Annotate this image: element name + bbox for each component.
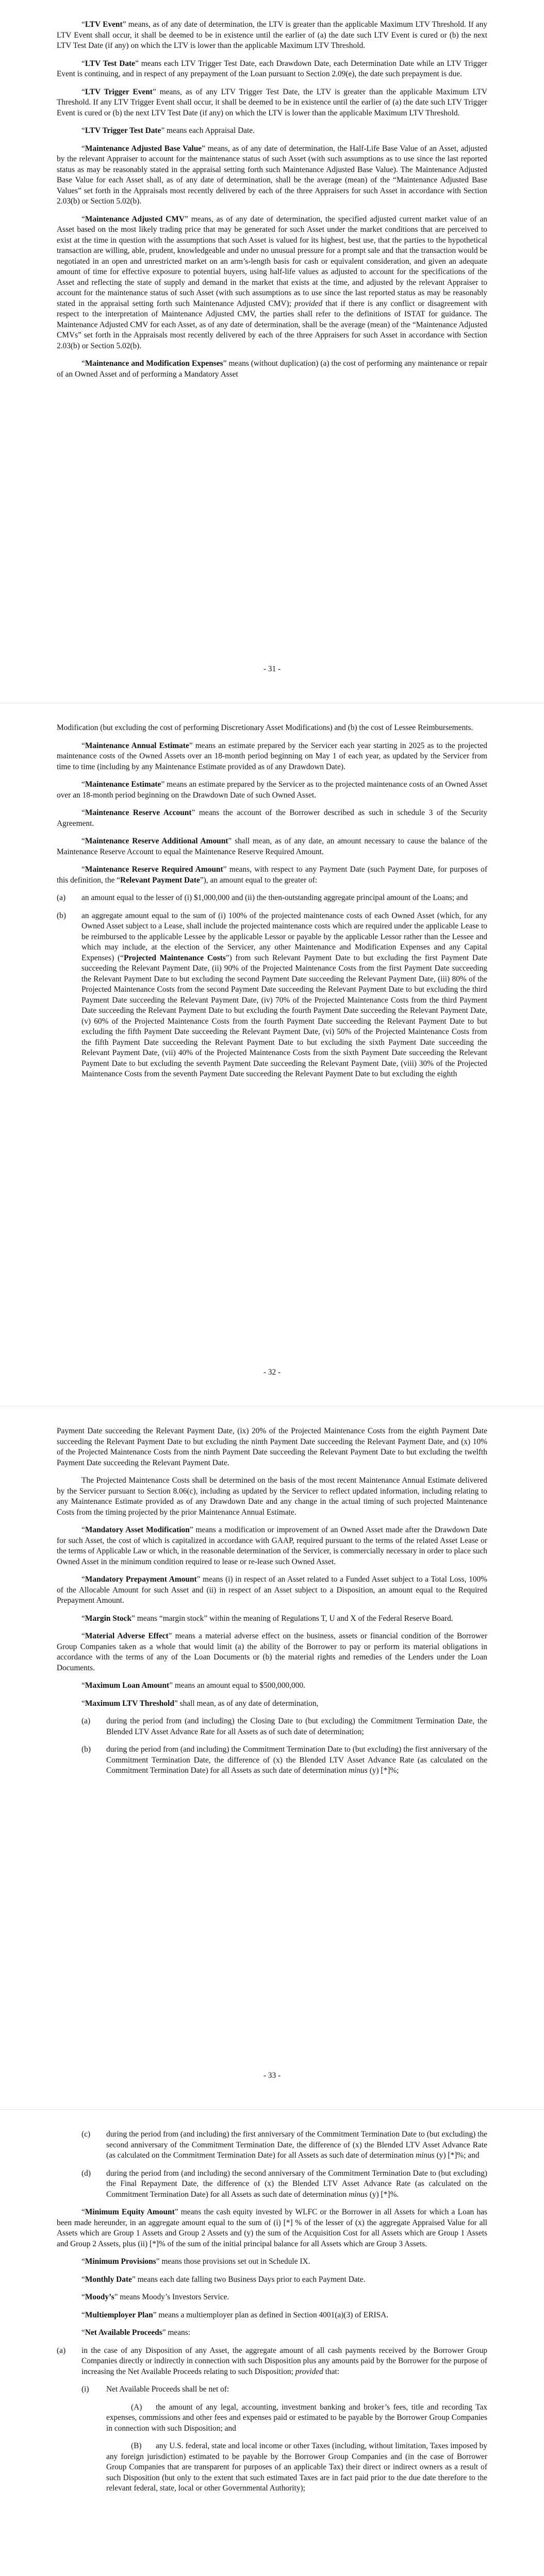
definition-text: ” means an amount equal to $500,000,000. xyxy=(169,1681,305,1690)
definition-moodys: “Moody’s” means Moody’s Investors Service. xyxy=(81,2293,229,2301)
italic-word: minus xyxy=(416,2151,435,2160)
definition-maintenance-adjusted-cmv: “Maintenance Adjusted CMV” means, as of any date of determination, the specified adjusted current market value of an Asset based on the most likely trading price that may be generated for such Asset under the market conditions that are perceived to exist at the time in question with the assumptions that such Asset is valued for its highest, best use, that the parties to the hypothetical transaction are willing, able, prudent, knowledgeable and under no unusual pressure for a prompt sale and that the transaction would be negotiated in an open and unrestricted market on an arm’s-length basis for cash or equivalent consideration, and given an adequate amount of time for effective exposure to potential buyers, using half-life values as adjusted to account for the specifications of the Asset and reflecting the state of supply and demand in the market that exists at the time, and adjusted by the relevant Appraiser to account for the maintenance status of such Asset (with such assumptions as to use since the last reported status as may be reasonably stated in the appraisal setting forth such Maintenance Adjusted CMV); provided that if there is any conflict or disagreement with respect to the interpretation of Maintenance Adjusted CMV, the parties shall refer to the definitions of ISTAT for guidance. The Maintenance Adjusted CMV for each Asset, as of any date of determination, shall be the average (mean) of the “Maintenance Adjusted CMVs” set forth in the Appraisals most recently delivered by each of the three Appraisers for such Asset in accordance with Section 2.03(b) or Section 5.02(b). xyxy=(57,214,487,350)
defined-term: Maintenance Reserve Account xyxy=(85,808,192,817)
definition-text: ” means, as of any LTV Trigger Test Date, the LTV is greater than the applicable Maximum LTV Threshold. If any LTV Trigger Event shall occur, it shall be deemed to be in existence until the earlier of (a) the date such LTV Trigger Event is cured or (b) the next LTV Test Date (if any) on which the LTV is lower than the applicable Maximum LTV Threshold. xyxy=(57,87,487,117)
definition-maintenance-adjusted-base-value: “Maintenance Adjusted Base Value” means, as of any date of determination, the Half-Life Base Value of an Asset, adjusted by the relevant Appraiser to account for the maintenance status of such Asset (with such assumptions as to use since the last reported status as may be reasonably stated in the appraisal setting forth such Maintenance Adjusted Base Value). The Maintenance Adjusted Base Value for each Asset shall, as of any date of determination, shall be the average (mean) of the “Maintenance Adjusted Base Values” set forth in the Appraisals most recently delivered by each of the three Appraisers for such Asset in accordance with Section 2.03(b) or Section 5.02(b). xyxy=(57,144,487,206)
defined-term: LTV Trigger Event xyxy=(85,87,153,96)
definition-text: ” means, with respect to any Payment Date (such Payment Date, for purposes of this definition, the “ xyxy=(57,865,487,885)
clause-text: in the case of any Disposition of any Asset, the aggregate amount of all cash payments received by the Borrower Group Companies directly or indirectly in connection with such Disposition plus any amounts paid by the Borrower for the purpose of increasing the Net Available Proceeds relating to such Disposition; xyxy=(81,2346,487,2376)
continuation-text: Payment Date succeeding the Relevant Payment Date, (ix) 20% of the Projected Maintenance Costs from the eighth Payment Date succeeding the Relevant Payment Date to but excluding the ninth Payment Date succeeding the Relevant Payment Date, and (x) 10% of the Projected Maintenance Costs from the ninth Payment Date succeeding the Relevant Payment Date to but excluding the twelfth Payment Date succeeding the Relevant Payment Date. xyxy=(57,1427,487,1467)
page-32 xyxy=(0,703,544,1406)
clause-text: the amount of any legal, accounting, investment banking and broker’s fees, title and recording Tax expenses, commissions and other fees and expenses paid or estimated to be payable by the Borrower Group Companies in connection with such Disposition; and xyxy=(106,2402,487,2433)
defined-term: Projected Maintenance Costs xyxy=(123,953,226,962)
definition-margin-stock: “Margin Stock” means “margin stock” within the meaning of Regulations T, U and X of the Federal Reserve Board. xyxy=(81,1614,453,1623)
defined-term: Margin Stock xyxy=(85,1614,132,1623)
italic-word: provided xyxy=(295,2367,323,2376)
clause-label: (a) xyxy=(57,893,66,902)
clause-i xyxy=(81,2384,487,2395)
clause-text: (y) [*]%; and xyxy=(434,2151,480,2160)
page-33 xyxy=(0,1406,544,2110)
clause-c xyxy=(81,2129,487,2161)
definition-text: ”), an amount equal to the greater of: xyxy=(200,875,318,885)
continuation-text: Modification (but excluding the cost of performing Discretionary Asset Modifications) and (b) the cost of Lessee Reimbursements. xyxy=(57,723,473,732)
clause-label: (B) xyxy=(131,2442,142,2450)
projected-costs-paragraph: The Projected Maintenance Costs shall be determined on the basis of the most recent Maintenance Annual Estimate delivered by the Servicer pursuant to Section 8.06(c), including as updated by the Servicer to reflect updated information, including relating to any Maintenance Estimate provided as of any Drawdown Date and any change in the actual timing of such projected Maintenance Costs from the timing projected by the prior Maintenance Annual Estimate. xyxy=(57,1476,487,1517)
definition-maintenance-reserve-required-amount: “Maintenance Reserve Required Amount” means, with respect to any Payment Date (such Payment Date, for purposes of this definition, the “Relevant Payment Date”), an amount equal to the greater of: xyxy=(57,865,487,885)
clause-B xyxy=(106,2441,487,2494)
definition-maintenance-and-modification-expenses: “Maintenance and Modification Expenses” means (without duplication) (a) the cost of performing any maintenance or repair of an Owned Asset and of performing a Mandatory Asset xyxy=(57,359,487,379)
definition-mandatory-prepayment-amount: “Mandatory Prepayment Amount” means (i) in respect of an Asset related to a Funded Asset subject to a Total Loss, 100% of the Allocable Amount for such Asset and (ii) in respect of an Asset subject to a Disposition, an amount equal to the Required Prepayment Amount. xyxy=(57,1575,487,1605)
definition-text: ” means the cash equity invested by WLFC or the Borrower in all Assets for which a Loan has been made hereunder, in an aggregate amount equal to the sum of (i) [*] % of the lesser of (x) the aggregate Appraised Value for all Assets which are Group 1 Assets and Group 2 Assets and (y) the sum of the Acquisition Cost for all Assets which are Group 1 Assets and Group 2 Assets, plus (ii) [*]% of the sum of the initial principal balance for all Assets which are Group 3 Assets. xyxy=(57,2208,487,2248)
definition-text: ” means each LTV Trigger Test Date, each Drawdown Date, each Determination Date while an LTV Trigger Event is continuing, and in respect of any prepayment of the Loan pursuant to Section 2.09(e), the date such prepayment is due. xyxy=(57,59,487,78)
definition-ltv-trigger-test-date: “LTV Trigger Test Date” means each Appraisal Date. xyxy=(81,126,255,135)
defined-term: Minimum Equity Amount xyxy=(85,2208,175,2216)
definition-text: ” means (without duplication) (a) the cost of performing any maintenance or repair of an Owned Asset and of performing a Mandatory Asset xyxy=(57,359,487,379)
clause-label: (d) xyxy=(81,2168,91,2178)
clause-a xyxy=(81,1716,487,1737)
definition-text: ” means a multiemployer plan as defined in Section 4001(a)(3) of ERISA. xyxy=(153,2310,389,2319)
definition-text: ” shall mean, as of any date, an amount necessary to cause the balance of the Maintenance Reserve Account to equal the Maintenance Reserve Required Amount. xyxy=(57,837,487,856)
definition-net-available-proceeds: “Net Available Proceeds” means: xyxy=(81,2328,191,2337)
clause-label: (b) xyxy=(81,1745,91,1754)
definition-text: ” shall mean, as of any date of determination, xyxy=(174,1699,319,1708)
italic-word: minus xyxy=(349,2190,368,2199)
definition-material-adverse-effect: “Material Adverse Effect” means a material adverse effect on the business, assets or financial condition of the Borrower Group Companies taken as a whole that would limit (a) the ability of the Borrower to pay or perform its material obligations in accordance with the terms of any of the Loan Documents or (b) the material rights and remedies of the Lenders under the Loan Documents. xyxy=(57,1632,487,1672)
clause-b xyxy=(57,911,487,1080)
defined-term: Maintenance and Modification Expenses xyxy=(85,359,223,368)
definition-text: ” means, as of any date of determination, the LTV is greater than the applicable Maximum LTV Threshold. If any LTV Event shall occur, it shall be deemed to be in existence until the earlier of (a) the date such LTV Event is cured or (b) the next LTV Test Date (if any) on which the LTV is lower than the applicable Maximum LTV Threshold. xyxy=(57,20,488,50)
definition-maintenance-annual-estimate: “Maintenance Annual Estimate” means an estimate prepared by the Servicer each year starting in 2025 as to the projected maintenance costs of the Owned Assets over an 18-month period beginning on May 1 of each year, as updated by the Servicer from time to time (including by any Maintenance Estimate provided as of any Drawdown Date). xyxy=(57,741,487,771)
defined-term: Material Adverse Effect xyxy=(85,1632,169,1640)
definition-text: ” means the account of the Borrower described as such in schedule 3 of the Security Agreement. xyxy=(57,808,487,828)
defined-term: Minimum Provisions xyxy=(85,2257,156,2266)
definition-text: ” means, as of any date of determination, the specified adjusted current market value of an Asset based on the most likely trading price that may be generated for such Asset under the market conditions that are perceived to exist at the time in question with the assumptions that such Asset is valued for its highest, best use, that the parties to the hypothetical transaction are willing, able, prudent, knowledgeable and under no unusual pressure for a prompt sale and that the transaction would be negotiated in an open and unrestricted market on an arm’s-length basis for cash or equivalent consideration, and given an adequate amount of time for effective exposure to potential buyers, using half-life values as adjusted to account for the specifications of the Asset and reflecting the state of supply and demand in the market that exists at the time, and adjusted by the relevant Appraiser to account for the maintenance status of such Asset (with such assumptions as to use since the last reported status as may be reasonably stated in the appraisal setting forth such Maintenance Adjusted CMV); xyxy=(57,214,487,308)
page-number: - 31 - xyxy=(263,665,281,673)
defined-term: Net Available Proceeds xyxy=(85,2328,162,2337)
page-number: - 33 - xyxy=(263,2071,281,2080)
definition-minimum-provisions: “Minimum Provisions” means those provisions set out in Schedule IX. xyxy=(81,2257,310,2266)
defined-term: Multiemployer Plan xyxy=(85,2310,153,2319)
definition-maximum-ltv-threshold: “Maximum LTV Threshold” shall mean, as of any date of determination, xyxy=(81,1699,319,1708)
page-number: - 32 - xyxy=(263,1368,281,1377)
clause-a xyxy=(57,893,487,904)
definition-maintenance-reserve-account: “Maintenance Reserve Account” means the account of the Borrower described as such in schedule 3 of the Security Agreement. xyxy=(57,808,487,828)
page-31 xyxy=(0,0,544,703)
definition-text: ” means those provisions set out in Schedule IX. xyxy=(156,2257,310,2266)
clause-text: during the period from (and including) the Commitment Termination Date to (but excluding) the first anniversary of the Commitment Termination Date, the difference of (x) the Blended LTV Asset Advance Rate (as calculated on the Commitment Termination Date) for all Assets as such date of determination xyxy=(106,1745,487,1775)
definition-multiemployer-plan: “Multiemployer Plan” means a multiemployer plan as defined in Section 4001(a)(3) of ERISA. xyxy=(81,2310,389,2319)
italic-word: minus xyxy=(349,1766,368,1775)
clause-text: (y) [*]%. xyxy=(367,2190,399,2199)
definition-maintenance-estimate: “Maintenance Estimate” means an estimate prepared by the Servicer as to the projected maintenance costs of an Owned Asset over an 18-month period beginning on the Drawdown Date of such Owned Asset. xyxy=(57,780,488,800)
definition-text: ” means, as of any date of determination, the Half-Life Base Value of an Asset, adjusted by the relevant Appraiser to account for the maintenance status of such Asset (with such assumptions as to use since the last reported status as may be reasonably stated in the appraisal setting forth such Maintenance Adjusted Base Value). The Maintenance Adjusted Base Value for each Asset shall, as of any date of determination, shall be the average (mean) of the “Maintenance Adjusted Base Values” set forth in the Appraisals most recently delivered by each of the three Appraisers for such Asset in accordance with Section 2.03(b) or Section 5.02(b). xyxy=(57,144,487,206)
clause-a xyxy=(57,2346,487,2378)
definition-mandatory-asset-modification: “Mandatory Asset Modification” means a modification or improvement of an Owned Asset made after the Drawdown Date for such Asset, the cost of which is capitalized in accordance with GAAP, required pursuant to the terms of the related Asset Lease or the terms of Applicable Law or which, in the reasonable determination of the Servicer, is commercially necessary in order to place such Owned Asset in the minimum condition required to lease or re-lease such Owned Asset. xyxy=(57,1526,487,1566)
definition-text: ” means (i) in respect of an Asset related to a Funded Asset subject to a Total Loss, 100% of the Allocable Amount for such Asset and (ii) in respect of an Asset subject to a Disposition, an amount equal to the Required Prepayment Amount. xyxy=(57,1575,487,1605)
definition-text: ” means each Appraisal Date. xyxy=(161,126,255,135)
definition-ltv-trigger-event: “LTV Trigger Event” means, as of any LTV Trigger Test Date, the LTV is greater than the applicable Maximum LTV Threshold. If any LTV Trigger Event shall occur, it shall be deemed to be in existence until the earlier of (a) the date such LTV Trigger Event is cured or (b) the next LTV Test Date (if any) on which the LTV is lower than the applicable Maximum LTV Threshold. xyxy=(57,87,487,117)
clause-text: that: xyxy=(323,2367,340,2376)
clause-text: ”) from such Relevant Payment Date to but excluding the first Payment Date succeeding the Relevant Payment Date, (ii) 90% of the Projected Maintenance Costs from the first Payment Date succeeding the Relevant Payment Date to but excluding the second Payment Date succeeding the Relevant Payment Date, (iii) 80% of the Projected Maintenance Costs from the second Payment Date succeeding the Relevant Payment Date to but excluding the third Payment Date succeeding the Relevant Payment Date, (iv) 70% of the Projected Maintenance Costs from the third Payment Date succeeding the Relevant Payment Date to but excluding the fourth Payment Date succeeding the Relevant Payment Date, (v) 60% of the Projected Maintenance Costs from the fourth Payment Date succeeding the Relevant Payment Date to but excluding the fifth Payment Date succeeding the Relevant Payment Date, (vi) 50% of the Projected Maintenance Costs from the fifth Payment Date succeeding the Relevant Payment Date to but excluding the sixth Payment Date succeeding the Relevant Payment Date, (vii) 40% of the Projected Maintenance Costs from the sixth Payment Date succeeding the Relevant Payment Date to but excluding the seventh Payment Date succeeding the Relevant Payment Date, (viii) 30% of the Projected Maintenance Costs from the seventh Payment Date succeeding the Relevant Payment Date to but excluding the eighth xyxy=(81,953,487,1078)
defined-term: Maintenance Reserve Required Amount xyxy=(85,865,223,874)
clause-label: (i) xyxy=(81,2385,89,2394)
defined-term: Maintenance Annual Estimate xyxy=(85,741,189,750)
defined-term: Relevant Payment Date xyxy=(120,875,200,885)
clause-text: during the period from (and including) the first anniversary of the Commitment Termination Date to (but excluding) the second anniversary of the Commitment Termination Date, the difference of (x) the Blended LTV Asset Advance Rate (as calculated on the Commitment Termination Date) for all Assets as such date of determination xyxy=(106,2130,487,2160)
defined-term: Maximum Loan Amount xyxy=(85,1681,170,1690)
clause-label: (a) xyxy=(57,2346,66,2355)
definition-text: ” means a modification or improvement of an Owned Asset made after the Drawdown Date for such Asset, the cost of which is capitalized in accordance with GAAP, required pursuant to the terms of the related Asset Lease or the terms of Applicable Law or which, in the reasonable determination of the Servicer, is commercially necessary in order to place such Owned Asset in the minimum condition required to lease or re-lease such Owned Asset. xyxy=(57,1526,487,1566)
clause-text: during the period from (and including) the Closing Date to (but excluding) the Commitment Termination Date, the Blended LTV Asset Advance Rate for all Assets as of such date of determination; xyxy=(106,1717,487,1736)
defined-term: LTV Trigger Test Date xyxy=(85,126,161,135)
definition-ltv-event: “LTV Event” means, as of any date of determination, the LTV is greater than the applicable Maximum LTV Threshold. If any LTV Event shall occur, it shall be deemed to be in existence until the earlier of (a) the date such LTV Event is cured or (b) the next LTV Test Date (if any) on which the LTV is lower than the applicable Maximum LTV Threshold. xyxy=(57,20,488,50)
definition-text: ” means an estimate prepared by the Servicer each year starting in 2025 as to the projected maintenance costs of the Owned Assets over an 18-month period beginning on May 1 of each year, as updated by the Servicer from time to time (including by any Maintenance Estimate provided as of any Drawdown Date). xyxy=(57,741,487,771)
clause-text: during the period from (and including) the second anniversary of the Commitment Termination Date to (but excluding) the Final Repayment Date, the difference of (x) the Blended LTV Asset Advance Rate (as calculated on the Commitment Termination Date) for all Assets as such date of determination xyxy=(106,2168,487,2199)
definition-ltv-test-date: “LTV Test Date” means each LTV Trigger Test Date, each Drawdown Date, each Determination Date while an LTV Trigger Event is continuing, and in respect of any prepayment of the Loan pursuant to Section 2.09(e), the date such prepayment is due. xyxy=(57,59,487,78)
defined-term: Maximum LTV Threshold xyxy=(85,1699,174,1708)
clause-d xyxy=(81,2168,487,2200)
definition-text: ” means “margin stock” within the meaning of Regulations T, U and X of the Federal Reserve Board. xyxy=(131,1614,453,1623)
defined-term: LTV Event xyxy=(85,20,123,29)
clause-label: (a) xyxy=(81,1717,91,1725)
definition-text: that if there is any conflict or disagreement with respect to the interpretation of Maintenance Adjusted CMV, the parties shall refer to the definitions of ISTAT for guidance. The Maintenance Adjusted CMV for each Asset, as of any date of determination, shall be the average (mean) of the “Maintenance Adjusted CMVs” set forth in the Appraisals most recently delivered by each of the three Appraisers for such Asset in accordance with Section 2.03(b) or Section 5.02(b). xyxy=(57,299,487,350)
clause-text: any U.S. federal, state and local income or other Taxes (including, without limitation, Taxes imposed by any foreign jurisdiction) estimated to be payable by the Borrower Group Companies and (in the case of Borrower Group Companies that are transparent for purposes of an applicable Tax) their direct or indirect owners as a result of such Disposition (but only to the extent that such estimated Taxes are in fact paid prior to the due date therefore to the relevant federal, state, local or other Governmental Authority); xyxy=(106,2442,487,2493)
definition-text: ” means: xyxy=(162,2328,191,2337)
page-34 xyxy=(0,2110,544,2576)
clause-text: (y) [*]%; xyxy=(367,1766,399,1775)
definition-minimum-equity-amount: “Minimum Equity Amount” means the cash equity invested by WLFC or the Borrower in all Assets for which a Loan has been made hereunder, in an aggregate amount equal to the sum of (i) [*] % of the lesser of (x) the aggregate Appraised Value for all Assets which are Group 1 Assets and Group 2 Assets and (y) the sum of the Acquisition Cost for all Assets which are Group 1 Assets and Group 2 Assets, plus (ii) [*]% of the sum of the initial principal balance for all Assets which are Group 3 Assets. xyxy=(57,2208,487,2248)
defined-term: Moody’s xyxy=(85,2293,114,2301)
clause-text: an aggregate amount equal to the sum of (i) 100% of the projected maintenance costs of each Owned Asset (which, for any Owned Asset subject to a Lease, shall include the projected maintenance costs which are required under the applicable Lease to be reimbursed to the applicable Lessee by the applicable Lessor or payable by the applicable Lessor rather than the Lessee and which may include, at the election of the Servicer, any other Maintenance and Modification Expenses and any Capital Expenses) (“ xyxy=(81,911,487,962)
clause-b xyxy=(81,1744,487,1776)
italic-word: provided xyxy=(294,299,323,308)
definition-maintenance-reserve-additional-amount: “Maintenance Reserve Additional Amount” shall mean, as of any date, an amount necessary to cause the balance of the Maintenance Reserve Account to equal the Maintenance Reserve Required Amount. xyxy=(57,837,487,856)
clause-text: an amount equal to the lesser of (i) $1,000,000 and (ii) the then-outstanding aggregate principal amount of the Loans; and xyxy=(81,893,468,902)
definition-text: ” means a material adverse effect on the business, assets or financial condition of the Borrower Group Companies taken as a whole that would limit (a) the ability of the Borrower to pay or perform its material obligations in accordance with the terms of any of the Loan Documents or (b) the material rights and remedies of the Lenders under the Loan Documents. xyxy=(57,1632,487,1672)
definition-text: ” means each date falling two Business Days prior to each Payment Date. xyxy=(131,2275,366,2284)
clause-label: (c) xyxy=(81,2130,91,2139)
defined-term: Maintenance Adjusted Base Value xyxy=(85,144,202,153)
defined-term: Monthly Date xyxy=(85,2275,132,2284)
defined-term: Mandatory Asset Modification xyxy=(85,1526,190,1534)
defined-term: Mandatory Prepayment Amount xyxy=(85,1575,197,1584)
definition-monthly-date: “Monthly Date” means each date falling two Business Days prior to each Payment Date. xyxy=(81,2275,366,2284)
clause-label: (b) xyxy=(57,911,66,920)
clause-A xyxy=(106,2402,487,2434)
defined-term: Maintenance Reserve Additional Amount xyxy=(85,837,228,845)
definition-maximum-loan-amount: “Maximum Loan Amount” means an amount equal to $500,000,000. xyxy=(81,1681,305,1690)
definition-text: ” means an estimate prepared by the Servicer as to the projected maintenance costs of an Owned Asset over an 18-month period beginning on the Drawdown Date of such Owned Asset. xyxy=(57,780,488,800)
definition-text: ” means Moody’s Investors Service. xyxy=(114,2293,229,2301)
clause-label: (A) xyxy=(131,2402,142,2412)
defined-term: Maintenance Estimate xyxy=(85,780,161,789)
defined-term: Maintenance Adjusted CMV xyxy=(85,214,185,224)
defined-term: LTV Test Date xyxy=(85,59,135,68)
clause-text: Net Available Proceeds shall be net of: xyxy=(106,2385,229,2394)
